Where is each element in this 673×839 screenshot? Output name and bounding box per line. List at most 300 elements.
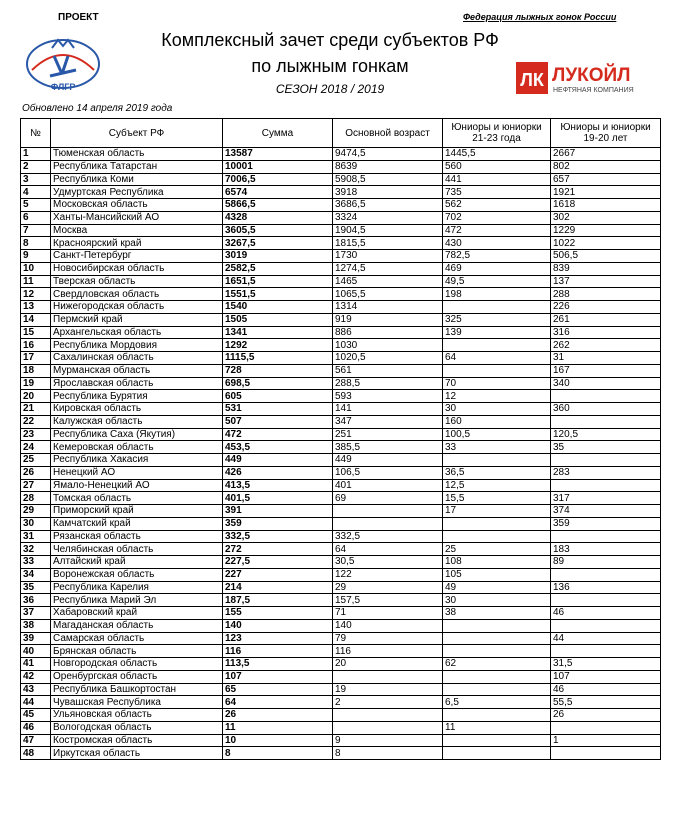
table-row bbox=[21, 415, 661, 428]
row-number: 27 bbox=[21, 479, 51, 492]
subject-name: Новосибирская область bbox=[51, 262, 223, 275]
total-sum: 332,5 bbox=[223, 530, 333, 543]
juniors-19-20-points: 55,5 bbox=[551, 696, 661, 709]
row-number: 13 bbox=[21, 301, 51, 314]
total-sum: 155 bbox=[223, 607, 333, 620]
total-sum: 26 bbox=[223, 709, 333, 722]
total-sum: 3605,5 bbox=[223, 224, 333, 237]
juniors-21-23-points: 36,5 bbox=[443, 466, 551, 479]
juniors-21-23-points bbox=[443, 632, 551, 645]
col-header-main-age: Основной возраст bbox=[333, 119, 443, 148]
juniors-21-23-points: 139 bbox=[443, 326, 551, 339]
total-sum: 227 bbox=[223, 568, 333, 581]
table-row bbox=[21, 148, 661, 161]
subject-name: Рязанская область bbox=[51, 530, 223, 543]
juniors-21-23-points: 11 bbox=[443, 721, 551, 734]
main-age-points: 116 bbox=[333, 645, 443, 658]
main-age-points: 401 bbox=[333, 479, 443, 492]
subject-name: Республика Мордовия bbox=[51, 339, 223, 352]
juniors-19-20-points: 167 bbox=[551, 364, 661, 377]
total-sum: 10 bbox=[223, 734, 333, 747]
subject-name: Республика Саха (Якутия) bbox=[51, 428, 223, 441]
table-row bbox=[21, 658, 661, 671]
juniors-19-20-points bbox=[551, 619, 661, 632]
total-sum: 11 bbox=[223, 721, 333, 734]
juniors-21-23-points: 6,5 bbox=[443, 696, 551, 709]
col-header-juniors-19-20: Юниоры и юниорки 19-20 лет bbox=[551, 119, 661, 148]
lukoil-logo bbox=[516, 60, 656, 96]
juniors-21-23-points: 562 bbox=[443, 199, 551, 212]
subject-name: Алтайский край bbox=[51, 556, 223, 569]
juniors-21-23-points: 12 bbox=[443, 390, 551, 403]
subject-name: Тюменская область bbox=[51, 148, 223, 161]
row-number: 34 bbox=[21, 568, 51, 581]
row-number: 11 bbox=[21, 275, 51, 288]
juniors-19-20-points: 183 bbox=[551, 543, 661, 556]
juniors-21-23-points: 15,5 bbox=[443, 492, 551, 505]
total-sum: 64 bbox=[223, 696, 333, 709]
subject-name: Воронежская область bbox=[51, 568, 223, 581]
main-age-points bbox=[333, 721, 443, 734]
subject-name: Санкт-Петербург bbox=[51, 250, 223, 263]
subject-name: Оренбургская область bbox=[51, 670, 223, 683]
row-number: 36 bbox=[21, 594, 51, 607]
subject-name: Республика Татарстан bbox=[51, 160, 223, 173]
subject-name: Пермский край bbox=[51, 313, 223, 326]
subject-name: Вологодская область bbox=[51, 721, 223, 734]
total-sum: 1651,5 bbox=[223, 275, 333, 288]
main-age-points: 251 bbox=[333, 428, 443, 441]
juniors-19-20-points bbox=[551, 645, 661, 658]
table-row bbox=[21, 696, 661, 709]
subject-name: Кировская область bbox=[51, 403, 223, 416]
table-row bbox=[21, 364, 661, 377]
total-sum: 605 bbox=[223, 390, 333, 403]
table-row bbox=[21, 607, 661, 620]
table-row bbox=[21, 594, 661, 607]
subject-name: Новгородская область bbox=[51, 658, 223, 671]
main-age-points: 449 bbox=[333, 454, 443, 467]
total-sum: 5866,5 bbox=[223, 199, 333, 212]
juniors-19-20-points: 302 bbox=[551, 211, 661, 224]
juniors-21-23-points: 38 bbox=[443, 607, 551, 620]
subject-name: Кемеровская область bbox=[51, 441, 223, 454]
juniors-19-20-points bbox=[551, 415, 661, 428]
total-sum: 6574 bbox=[223, 186, 333, 199]
juniors-21-23-points bbox=[443, 645, 551, 658]
row-number: 37 bbox=[21, 607, 51, 620]
row-number: 19 bbox=[21, 377, 51, 390]
main-age-points: 20 bbox=[333, 658, 443, 671]
table-row bbox=[21, 211, 661, 224]
main-age-points: 1065,5 bbox=[333, 288, 443, 301]
subject-name: Хабаровский край bbox=[51, 607, 223, 620]
row-number: 14 bbox=[21, 313, 51, 326]
total-sum: 272 bbox=[223, 543, 333, 556]
juniors-19-20-points: 283 bbox=[551, 466, 661, 479]
main-age-points: 561 bbox=[333, 364, 443, 377]
juniors-21-23-points: 100,5 bbox=[443, 428, 551, 441]
table-row bbox=[21, 492, 661, 505]
total-sum: 507 bbox=[223, 415, 333, 428]
juniors-21-23-points: 560 bbox=[443, 160, 551, 173]
juniors-19-20-points: 35 bbox=[551, 441, 661, 454]
total-sum: 453,5 bbox=[223, 441, 333, 454]
federation-link[interactable]: Федерация лыжных гонок России bbox=[463, 12, 617, 22]
juniors-21-23-points bbox=[443, 670, 551, 683]
subject-name: Нижегородская область bbox=[51, 301, 223, 314]
row-number: 38 bbox=[21, 619, 51, 632]
table-row bbox=[21, 734, 661, 747]
total-sum: 2582,5 bbox=[223, 262, 333, 275]
juniors-19-20-points: 1 bbox=[551, 734, 661, 747]
row-number: 18 bbox=[21, 364, 51, 377]
juniors-19-20-points: 360 bbox=[551, 403, 661, 416]
main-age-points: 79 bbox=[333, 632, 443, 645]
page-title-line1: Комплексный зачет среди субъектов РФ bbox=[161, 30, 499, 50]
juniors-19-20-points: 1022 bbox=[551, 237, 661, 250]
row-number: 28 bbox=[21, 492, 51, 505]
row-number: 44 bbox=[21, 696, 51, 709]
main-age-points: 9474,5 bbox=[333, 148, 443, 161]
total-sum: 1292 bbox=[223, 339, 333, 352]
main-age-points: 140 bbox=[333, 619, 443, 632]
updated-date: Обновлено 14 апреля 2019 года bbox=[22, 103, 173, 114]
total-sum: 65 bbox=[223, 683, 333, 696]
juniors-19-20-points: 107 bbox=[551, 670, 661, 683]
table-row bbox=[21, 186, 661, 199]
row-number: 29 bbox=[21, 505, 51, 518]
flgr-logo bbox=[22, 30, 104, 94]
page-title-line2: по лыжным гонкам bbox=[251, 56, 409, 76]
total-sum: 140 bbox=[223, 619, 333, 632]
row-number: 8 bbox=[21, 237, 51, 250]
juniors-21-23-points: 70 bbox=[443, 377, 551, 390]
main-age-points: 347 bbox=[333, 415, 443, 428]
juniors-21-23-points bbox=[443, 454, 551, 467]
total-sum: 10001 bbox=[223, 160, 333, 173]
juniors-21-23-points bbox=[443, 734, 551, 747]
table-row bbox=[21, 505, 661, 518]
total-sum: 401,5 bbox=[223, 492, 333, 505]
main-age-points: 69 bbox=[333, 492, 443, 505]
main-age-points: 919 bbox=[333, 313, 443, 326]
col-header-subject: Субъект РФ bbox=[51, 119, 223, 148]
juniors-19-20-points bbox=[551, 530, 661, 543]
row-number: 32 bbox=[21, 543, 51, 556]
juniors-21-23-points: 30 bbox=[443, 403, 551, 416]
row-number: 33 bbox=[21, 556, 51, 569]
subject-name: Москва bbox=[51, 224, 223, 237]
total-sum: 3267,5 bbox=[223, 237, 333, 250]
total-sum: 728 bbox=[223, 364, 333, 377]
subject-name: Удмуртская Республика bbox=[51, 186, 223, 199]
subject-name: Челябинская область bbox=[51, 543, 223, 556]
total-sum: 227,5 bbox=[223, 556, 333, 569]
subject-name: Республика Марий Эл bbox=[51, 594, 223, 607]
total-sum: 3019 bbox=[223, 250, 333, 263]
table-row bbox=[21, 581, 661, 594]
juniors-19-20-points: 226 bbox=[551, 301, 661, 314]
juniors-21-23-points: 325 bbox=[443, 313, 551, 326]
main-age-points: 593 bbox=[333, 390, 443, 403]
main-age-points bbox=[333, 670, 443, 683]
main-age-points bbox=[333, 505, 443, 518]
juniors-19-20-points: 317 bbox=[551, 492, 661, 505]
juniors-21-23-points: 49,5 bbox=[443, 275, 551, 288]
table-row bbox=[21, 339, 661, 352]
table-row bbox=[21, 237, 661, 250]
subject-name: Мурманская область bbox=[51, 364, 223, 377]
table-row bbox=[21, 428, 661, 441]
total-sum: 426 bbox=[223, 466, 333, 479]
main-age-points: 1274,5 bbox=[333, 262, 443, 275]
results-table bbox=[20, 118, 661, 760]
table-row bbox=[21, 543, 661, 556]
row-number: 16 bbox=[21, 339, 51, 352]
main-age-points: 30,5 bbox=[333, 556, 443, 569]
juniors-19-20-points bbox=[551, 454, 661, 467]
logo-text: ФЛГР bbox=[50, 82, 76, 92]
juniors-19-20-points bbox=[551, 479, 661, 492]
total-sum: 391 bbox=[223, 505, 333, 518]
table-row bbox=[21, 709, 661, 722]
col-header-number: № bbox=[21, 119, 51, 148]
table-row bbox=[21, 645, 661, 658]
table-header-row bbox=[21, 119, 661, 148]
row-number: 7 bbox=[21, 224, 51, 237]
row-number: 31 bbox=[21, 530, 51, 543]
row-number: 1 bbox=[21, 148, 51, 161]
row-number: 22 bbox=[21, 415, 51, 428]
main-age-points: 64 bbox=[333, 543, 443, 556]
juniors-19-20-points: 802 bbox=[551, 160, 661, 173]
table-row bbox=[21, 619, 661, 632]
juniors-21-23-points bbox=[443, 709, 551, 722]
juniors-21-23-points bbox=[443, 517, 551, 530]
main-age-points: 288,5 bbox=[333, 377, 443, 390]
subject-name: Костромская область bbox=[51, 734, 223, 747]
row-number: 40 bbox=[21, 645, 51, 658]
juniors-19-20-points: 839 bbox=[551, 262, 661, 275]
juniors-19-20-points bbox=[551, 594, 661, 607]
subject-name: Тверская область bbox=[51, 275, 223, 288]
table-row bbox=[21, 326, 661, 339]
juniors-19-20-points: 1618 bbox=[551, 199, 661, 212]
total-sum: 113,5 bbox=[223, 658, 333, 671]
table-row bbox=[21, 530, 661, 543]
table-row bbox=[21, 377, 661, 390]
subject-name: Ханты-Мансийский АО bbox=[51, 211, 223, 224]
juniors-19-20-points: 261 bbox=[551, 313, 661, 326]
lukoil-mark-text: ЛК bbox=[520, 70, 544, 90]
juniors-21-23-points: 702 bbox=[443, 211, 551, 224]
juniors-19-20-points: 137 bbox=[551, 275, 661, 288]
juniors-19-20-points: 31 bbox=[551, 352, 661, 365]
row-number: 41 bbox=[21, 658, 51, 671]
juniors-19-20-points: 1921 bbox=[551, 186, 661, 199]
total-sum: 187,5 bbox=[223, 594, 333, 607]
table-row bbox=[21, 199, 661, 212]
total-sum: 531 bbox=[223, 403, 333, 416]
table-row bbox=[21, 250, 661, 263]
subject-name: Свердловская область bbox=[51, 288, 223, 301]
subject-name: Республика Башкортостан bbox=[51, 683, 223, 696]
subject-name: Республика Коми bbox=[51, 173, 223, 186]
total-sum: 1505 bbox=[223, 313, 333, 326]
juniors-19-20-points: 374 bbox=[551, 505, 661, 518]
table-row bbox=[21, 288, 661, 301]
main-age-points: 385,5 bbox=[333, 441, 443, 454]
row-number: 35 bbox=[21, 581, 51, 594]
table-row bbox=[21, 568, 661, 581]
subject-name: Магаданская область bbox=[51, 619, 223, 632]
row-number: 15 bbox=[21, 326, 51, 339]
total-sum: 1115,5 bbox=[223, 352, 333, 365]
subject-name: Республика Бурятия bbox=[51, 390, 223, 403]
juniors-21-23-points bbox=[443, 339, 551, 352]
row-number: 9 bbox=[21, 250, 51, 263]
row-number: 3 bbox=[21, 173, 51, 186]
main-age-points bbox=[333, 517, 443, 530]
juniors-19-20-points bbox=[551, 390, 661, 403]
table-row bbox=[21, 301, 661, 314]
main-age-points: 886 bbox=[333, 326, 443, 339]
main-age-points: 3324 bbox=[333, 211, 443, 224]
table-row bbox=[21, 721, 661, 734]
juniors-19-20-points: 288 bbox=[551, 288, 661, 301]
subject-name: Архангельская область bbox=[51, 326, 223, 339]
table-row bbox=[21, 160, 661, 173]
subject-name: Ульяновская область bbox=[51, 709, 223, 722]
juniors-19-20-points: 46 bbox=[551, 607, 661, 620]
main-age-points bbox=[333, 709, 443, 722]
main-age-points: 1904,5 bbox=[333, 224, 443, 237]
juniors-21-23-points bbox=[443, 364, 551, 377]
juniors-21-23-points bbox=[443, 747, 551, 760]
juniors-21-23-points: 782,5 bbox=[443, 250, 551, 263]
total-sum: 123 bbox=[223, 632, 333, 645]
row-number: 26 bbox=[21, 466, 51, 479]
row-number: 6 bbox=[21, 211, 51, 224]
lukoil-name: ЛУКОЙЛ bbox=[552, 65, 631, 86]
juniors-21-23-points: 469 bbox=[443, 262, 551, 275]
total-sum: 449 bbox=[223, 454, 333, 467]
juniors-19-20-points: 89 bbox=[551, 556, 661, 569]
row-number: 21 bbox=[21, 403, 51, 416]
subject-name: Чувашская Республика bbox=[51, 696, 223, 709]
juniors-21-23-points: 160 bbox=[443, 415, 551, 428]
main-age-points: 2 bbox=[333, 696, 443, 709]
col-header-sum: Сумма bbox=[223, 119, 333, 148]
row-number: 4 bbox=[21, 186, 51, 199]
juniors-19-20-points bbox=[551, 721, 661, 734]
juniors-19-20-points: 46 bbox=[551, 683, 661, 696]
subject-name: Сахалинская область bbox=[51, 352, 223, 365]
table-row bbox=[21, 224, 661, 237]
results-body bbox=[21, 148, 661, 760]
main-age-points: 3918 bbox=[333, 186, 443, 199]
main-age-points: 29 bbox=[333, 581, 443, 594]
total-sum: 4328 bbox=[223, 211, 333, 224]
subject-name: Ямало-Ненецкий АО bbox=[51, 479, 223, 492]
table-row bbox=[21, 556, 661, 569]
subject-name: Брянская область bbox=[51, 645, 223, 658]
juniors-21-23-points: 25 bbox=[443, 543, 551, 556]
lukoil-tagline: НЕФТЯНАЯ КОМПАНИЯ bbox=[553, 87, 634, 94]
row-number: 47 bbox=[21, 734, 51, 747]
total-sum: 413,5 bbox=[223, 479, 333, 492]
main-age-points: 157,5 bbox=[333, 594, 443, 607]
season-label: СЕЗОН 2018 / 2019 bbox=[275, 82, 385, 96]
row-number: 30 bbox=[21, 517, 51, 530]
row-number: 23 bbox=[21, 428, 51, 441]
juniors-21-23-points bbox=[443, 683, 551, 696]
juniors-19-20-points: 136 bbox=[551, 581, 661, 594]
row-number: 43 bbox=[21, 683, 51, 696]
subject-name: Приморский край bbox=[51, 505, 223, 518]
juniors-21-23-points: 64 bbox=[443, 352, 551, 365]
row-number: 17 bbox=[21, 352, 51, 365]
total-sum: 472 bbox=[223, 428, 333, 441]
juniors-21-23-points: 49 bbox=[443, 581, 551, 594]
main-age-points: 9 bbox=[333, 734, 443, 747]
subject-name: Красноярский край bbox=[51, 237, 223, 250]
row-number: 48 bbox=[21, 747, 51, 760]
main-age-points: 106,5 bbox=[333, 466, 443, 479]
juniors-19-20-points: 340 bbox=[551, 377, 661, 390]
project-label: ПРОЕКТ bbox=[58, 12, 99, 23]
subject-name: Республика Хакасия bbox=[51, 454, 223, 467]
juniors-21-23-points: 105 bbox=[443, 568, 551, 581]
main-age-points: 122 bbox=[333, 568, 443, 581]
subject-name: Ярославская область bbox=[51, 377, 223, 390]
subject-name: Самарская область bbox=[51, 632, 223, 645]
juniors-19-20-points: 1229 bbox=[551, 224, 661, 237]
total-sum: 8 bbox=[223, 747, 333, 760]
total-sum: 698,5 bbox=[223, 377, 333, 390]
total-sum: 116 bbox=[223, 645, 333, 658]
juniors-21-23-points: 1445,5 bbox=[443, 148, 551, 161]
main-age-points: 1314 bbox=[333, 301, 443, 314]
juniors-21-23-points: 198 bbox=[443, 288, 551, 301]
table-row bbox=[21, 670, 661, 683]
row-number: 39 bbox=[21, 632, 51, 645]
subject-name: Томская область bbox=[51, 492, 223, 505]
juniors-21-23-points: 62 bbox=[443, 658, 551, 671]
juniors-21-23-points bbox=[443, 619, 551, 632]
juniors-19-20-points: 506,5 bbox=[551, 250, 661, 263]
table-row bbox=[21, 390, 661, 403]
subject-name: Калужская область bbox=[51, 415, 223, 428]
main-age-points: 71 bbox=[333, 607, 443, 620]
table-row bbox=[21, 173, 661, 186]
juniors-19-20-points bbox=[551, 747, 661, 760]
main-age-points: 332,5 bbox=[333, 530, 443, 543]
table-row bbox=[21, 632, 661, 645]
subject-name: Иркутская область bbox=[51, 747, 223, 760]
row-number: 5 bbox=[21, 199, 51, 212]
table-row bbox=[21, 313, 661, 326]
subject-name: Московская область bbox=[51, 199, 223, 212]
table-row bbox=[21, 466, 661, 479]
juniors-21-23-points: 108 bbox=[443, 556, 551, 569]
juniors-19-20-points bbox=[551, 568, 661, 581]
table-row bbox=[21, 441, 661, 454]
juniors-19-20-points: 2667 bbox=[551, 148, 661, 161]
total-sum: 359 bbox=[223, 517, 333, 530]
juniors-21-23-points: 430 bbox=[443, 237, 551, 250]
